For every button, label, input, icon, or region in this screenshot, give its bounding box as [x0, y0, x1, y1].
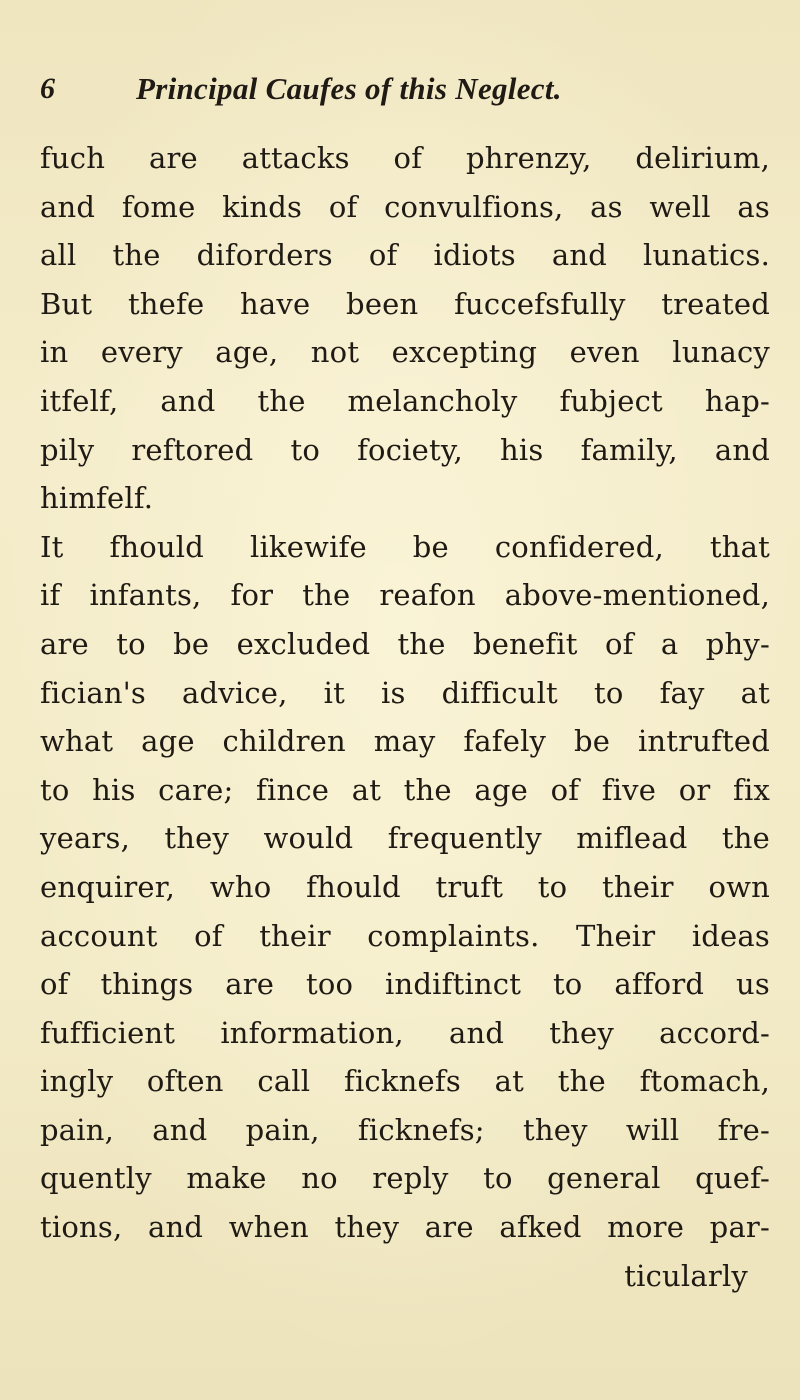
- text-line: years, they would frequently miflead the: [40, 821, 770, 856]
- text-line: ingly often call ficknefs at the ftomach,: [40, 1064, 770, 1099]
- text-line: fician's advice, it is difficult to fay at: [40, 675, 770, 710]
- text-line: account of their complaints. Their ideas: [40, 918, 770, 953]
- text-line: all the diforders of idiots and lunatics.: [40, 238, 770, 273]
- page-header: [40, 72, 760, 112]
- text-line: enquirer, who fhould truft to their own: [40, 869, 770, 904]
- page-number: 6: [40, 72, 55, 105]
- text-line: But thefe have been fuccefsfully treated: [40, 286, 770, 321]
- text-line: quently make no reply to general quef-: [40, 1161, 770, 1196]
- text-line: pain, and pain, ficknefs; they will fre-: [40, 1112, 770, 1147]
- body-text: [40, 134, 770, 1300]
- text-line: pily reftored to fociety, his family, and: [40, 432, 770, 467]
- text-line: to his care; fince at the age of five or fix: [40, 772, 770, 807]
- text-line: of things are too indiftinct to afford us: [40, 967, 770, 1002]
- text-line: itfelf, and the melancholy fubject hap-: [40, 383, 770, 418]
- running-head: Principal Caufes of this Neglect.: [136, 71, 562, 106]
- text-line: and fome kinds of convulfions, as well as: [40, 189, 770, 224]
- text-line: are to be excluded the benefit of a phy-: [40, 626, 770, 661]
- text-line: if infants, for the reafon above-mentioned,: [40, 578, 770, 613]
- text-line: It fhould likewife be confidered, that: [40, 529, 770, 564]
- text-line: himfelf.: [40, 481, 154, 516]
- text-line: fuch are attacks of phrenzy, delirium,: [40, 141, 770, 175]
- text-line: tions, and when they are afked more par-: [40, 1210, 770, 1245]
- text-line: what age children may fafely be intrufted: [40, 724, 770, 759]
- text-line: fufficient information, and they accord-: [40, 1015, 770, 1050]
- catchword: ticularly: [624, 1258, 748, 1293]
- text-line: in every age, not excepting even lunacy: [40, 335, 770, 370]
